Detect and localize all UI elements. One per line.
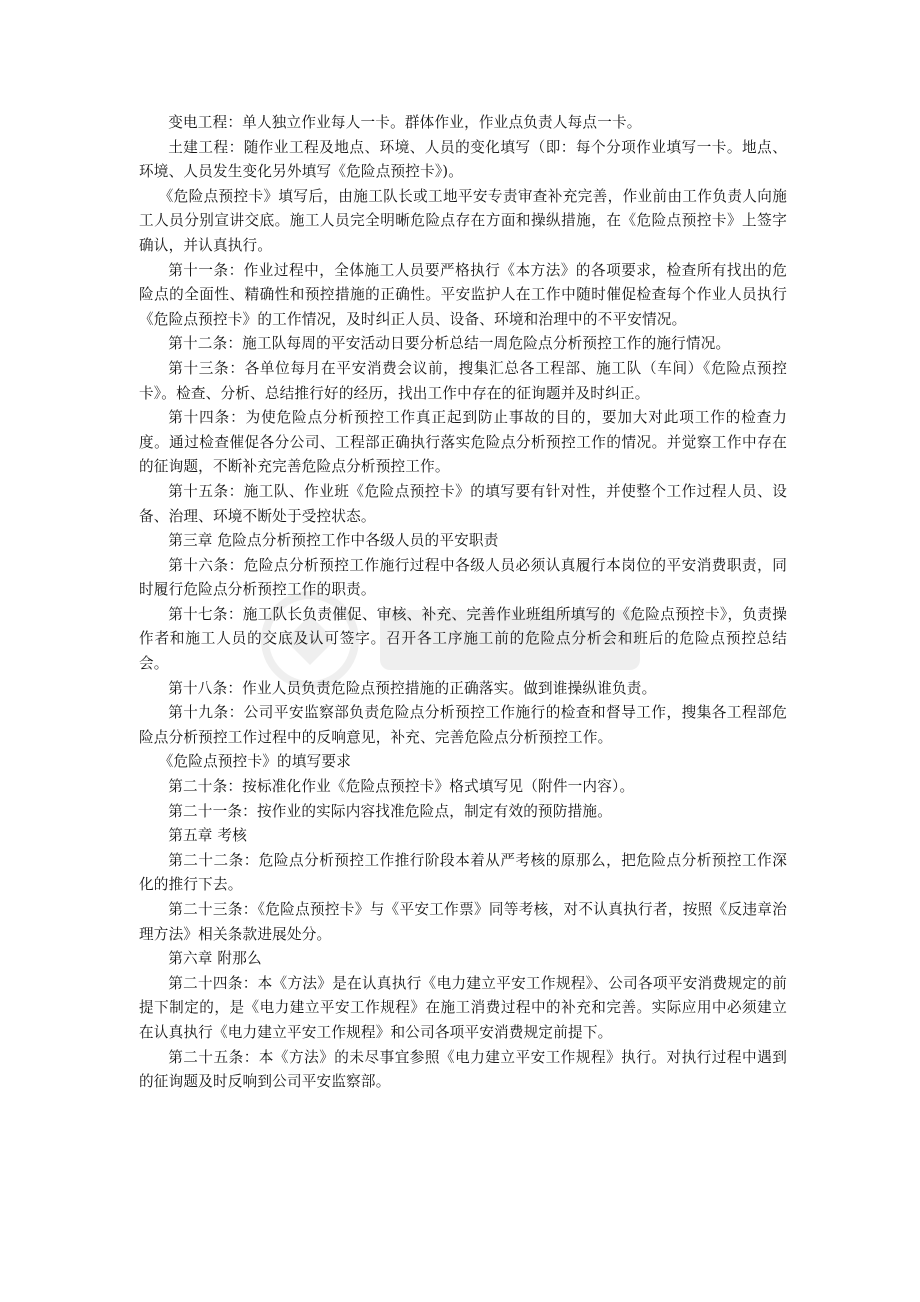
paragraph: 第十二条：施工队每周的平安活动日要分析总结一周危险点分析预控工作的施行情况。 bbox=[168, 335, 731, 353]
paragraph: 第二十二条：危险点分析预控工作推行阶段本着从严考核的原那么，把危险点分析预控工作深化的推行下去。 bbox=[139, 851, 787, 894]
document-body bbox=[139, 111, 787, 1095]
paragraph: 第二十三条：《危险点预控卡》与《平安工作票》同等考核，对不认真执行者，按照《反违章治理方法》相关条款进展处分。 bbox=[139, 901, 787, 943]
paragraph: 变电工程：单人独立作业每人一卡。群体作业，作业点负责人每点一卡。 bbox=[168, 114, 642, 131]
paragraph: 土建工程：随作业工程及地点、环境、人员的变化填写（即：每个分项作业填写一卡。地点、环境、人员发生变化另外填写《危险点预控卡》)。 bbox=[139, 138, 787, 181]
paragraph: 第二十四条：本《方法》是在认真执行《电力建立平安工作规程》、公司各项平安消费规定的前提下制定的，是《电力建立平安工作规程》在施工消费过程中的补充和完善。实际应用中必须建立在认真执行《电力建立平安工作规程》和公司各项平安消费规定前提下。 bbox=[139, 974, 787, 1041]
paragraph: 第十三条：各单位每月在平安消费会议前，搜集汇总各工程部、施工队（车间）《危险点预控卡》。检查、分析、总结推行好的经历，找出工作中存在的征询题并及时纠正。 bbox=[139, 359, 787, 402]
paragraph: 第十一条：作业过程中，全体施工人员要严格执行《本方法》的各项要求，检查所有找出的危险点的全面性、精确性和预控措施的正确性。平安监护人在工作中随时催促检查每个作业人员执行《危险点预控卡》的工作情况，及时纠正人员、设备、环境和治理中的不平安情况。 bbox=[139, 261, 787, 328]
paragraph: 《危险点预控卡》填写后，由施工队长或工地平安专责审查补充完善，作业前由工作负责人向施工人员分别宣讲交底。施工人员完全明晰危险点存在方面和操纵措施，在《危险点预控卡》上签字确认，并认真执行。 bbox=[139, 187, 787, 254]
paragraph: 第十七条：施工队长负责催促、审核、补充、完善作业班组所填写的《危险点预控卡》，负责操作者和施工人员的交底及认可签字。召开各工序施工前的危险点分析会和班后的危险点预控总结会。 bbox=[139, 605, 787, 673]
paragraph: 第十九条：公司平安监察部负责危险点分析预控工作施行的检查和督导工作，搜集各工程部危险点分析预控工作过程中的反响意见，补充、完善危险点分析预控工作。 bbox=[139, 704, 787, 746]
paragraph: 第二十五条：本《方法》的未尽事宜参照《电力建立平安工作规程》执行。对执行过程中遇到的征询题及时反响到公司平安监察部。 bbox=[139, 1048, 787, 1091]
paragraph: 第十六条：危险点分析预控工作施行过程中各级人员必须认真履行本岗位的平安消费职责，同时履行危险点分析预控工作的职责。 bbox=[139, 556, 787, 599]
paragraph: 第二十条：按标准化作业《危险点预控卡》格式填写见（附件一内容）。 bbox=[168, 778, 635, 796]
paragraph: 第十五条：施工队、作业班《危险点预控卡》的填写要有针对性，并使整个工作过程人员、设备、治理、环境不断处于受控状态。 bbox=[139, 482, 787, 525]
chapter-heading: 第五章 考核 bbox=[168, 827, 247, 845]
paragraph: 第十四条：为使危险点分析预控工作真正起到防止事故的目的，要加大对此项工作的检查力度。通过检查催促各分公司、工程部正确执行落实危险点分析预控工作的情况。并觉察工作中存在的征询题，不断补充完善危险点分析预控工作。 bbox=[139, 409, 787, 476]
paragraph: 第十八条：作业人员负责危险点预控措施的正确落实。做到谁操纵谁负责。 bbox=[168, 679, 657, 697]
section-heading: 《危险点预控卡》的填写要求 bbox=[158, 753, 352, 771]
chapter-heading: 第六章 附那么 bbox=[168, 950, 262, 968]
chapter-heading: 第三章 危险点分析预控工作中各级人员的平安职责 bbox=[168, 532, 499, 550]
paragraph: 第二十一条：按作业的实际内容找准危险点，制定有效的预防措施。 bbox=[168, 802, 613, 820]
